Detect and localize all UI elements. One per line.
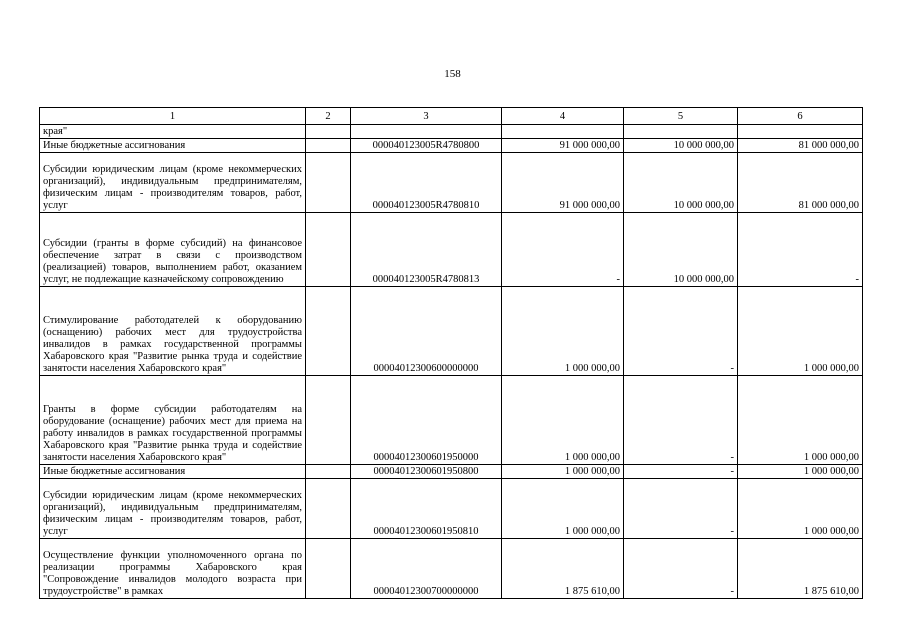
table-row [40,479,863,539]
row-value-4: 1 000 000,00 [502,376,624,465]
row-name: Иные бюджетные ассигнования [40,139,306,153]
row-name: Субсидии юридическим лицам (кроме некоммерческих организаций), индивидуальным предпринимателям, физическим лицам - производителям товаров, работ, услуг [40,479,306,539]
row-value-6 [738,125,863,139]
row-col2 [306,287,351,376]
row-value-4 [502,125,624,139]
row-value-5: - [624,287,738,376]
row-col2 [306,479,351,539]
row-value-4: 91 000 000,00 [502,139,624,153]
row-value-5: - [624,465,738,479]
row-code: 00004012300600000000 [351,287,502,376]
row-col2 [306,213,351,287]
row-code: 000040123005R4780810 [351,153,502,213]
table-row [40,139,863,153]
page-number: 158 [444,68,461,80]
column-header: 4 [502,108,624,125]
row-value-5: - [624,479,738,539]
row-col2 [306,139,351,153]
row-value-4: 91 000 000,00 [502,153,624,213]
row-value-6: - [738,213,863,287]
table-row [40,125,863,139]
row-value-6: 1 000 000,00 [738,376,863,465]
row-name: Иные бюджетные ассигнования [40,465,306,479]
row-col2 [306,539,351,599]
row-value-5: 10 000 000,00 [624,153,738,213]
column-header: 1 [40,108,306,125]
table-row [40,153,863,213]
row-name: Гранты в форме субсидии работодателям на оборудование (оснащение) рабочих мест для приема на работу инвалидов в рамках государственной программы Хабаровского края "Развитие рынка труда и содействие занятости населения Хабаровского края" [40,376,306,465]
row-code: 00004012300601950800 [351,465,502,479]
row-code: 00004012300700000000 [351,539,502,599]
row-col2 [306,376,351,465]
row-name: края" [40,125,306,139]
row-code [351,125,502,139]
row-col2 [306,125,351,139]
table-header-row [40,108,863,125]
budget-table [39,107,863,599]
row-value-4: 1 000 000,00 [502,465,624,479]
row-code: 00004012300601950810 [351,479,502,539]
row-value-6: 1 000 000,00 [738,287,863,376]
row-value-5: 10 000 000,00 [624,139,738,153]
row-value-5: - [624,376,738,465]
column-header: 2 [306,108,351,125]
row-col2 [306,465,351,479]
row-value-4: 1 875 610,00 [502,539,624,599]
table-row [40,213,863,287]
row-name: Субсидии (гранты в форме субсидий) на финансовое обеспечение затрат в связи с производством (реализацией) товаров, выполнением работ, оказанием услуг, не подлежащие казначейскому сопровождению [40,213,306,287]
row-value-6: 1 875 610,00 [738,539,863,599]
row-value-4: - [502,213,624,287]
row-col2 [306,153,351,213]
table-row [40,287,863,376]
table-row [40,376,863,465]
row-value-4: 1 000 000,00 [502,287,624,376]
row-code: 000040123005R4780813 [351,213,502,287]
row-code: 000040123005R4780800 [351,139,502,153]
row-value-6: 1 000 000,00 [738,479,863,539]
column-header: 3 [351,108,502,125]
row-value-5: - [624,539,738,599]
table-row [40,539,863,599]
column-header: 6 [738,108,863,125]
column-header: 5 [624,108,738,125]
table-row [40,465,863,479]
row-name: Субсидии юридическим лицам (кроме некоммерческих организаций), индивидуальным предпринимателям, физическим лицам - производителям товаров, работ, услуг [40,153,306,213]
row-name: Осуществление функции уполномоченного органа по реализации программы Хабаровского края "Сопровождение инвалидов молодого возраста при трудоустройстве" в рамках [40,539,306,599]
row-value-4: 1 000 000,00 [502,479,624,539]
row-value-6: 81 000 000,00 [738,139,863,153]
row-value-5 [624,125,738,139]
row-name: Стимулирование работодателей к оборудованию (оснащению) рабочих мест для трудоустройства инвалидов в рамках государственной программы Хабаровского края "Развитие рынка труда и содействие занятости населения Хабаровского края" [40,287,306,376]
row-value-6: 81 000 000,00 [738,153,863,213]
row-value-6: 1 000 000,00 [738,465,863,479]
row-code: 00004012300601950000 [351,376,502,465]
row-value-5: 10 000 000,00 [624,213,738,287]
